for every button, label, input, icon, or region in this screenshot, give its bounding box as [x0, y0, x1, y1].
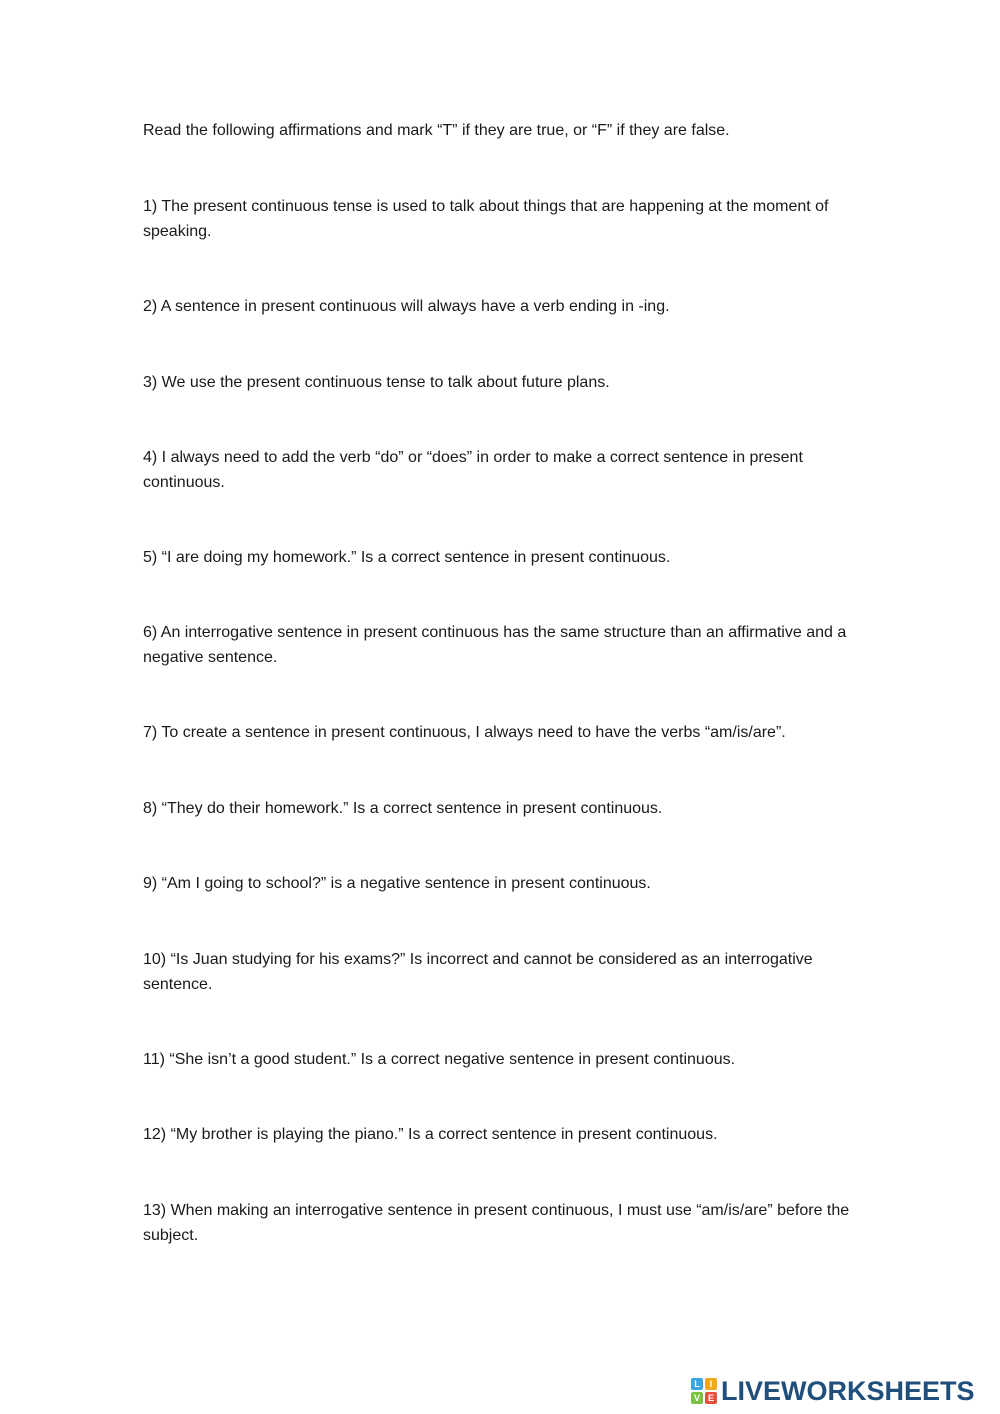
mark-letter-l: L	[691, 1378, 703, 1390]
liveworksheets-mark-icon	[691, 1378, 717, 1404]
statement-2: 2) A sentence in present continuous will always have a verb ending in -ing.	[143, 298, 670, 315]
statement-5: 5) “I are doing my homework.” Is a correct sentence in present continuous.	[143, 549, 671, 566]
statement-4: 4) I always need to add the verb “do” or “does” in order to make a correct sentence in present continuous.	[143, 449, 803, 491]
mark-letter-v: V	[691, 1392, 703, 1404]
statement-6: 6) An interrogative sentence in present continuous has the same structure than an affirmative and a negative sentence.	[143, 624, 847, 666]
statement-7: 7) To create a sentence in present continuous, I always need to have the verbs “am/is/are”.	[143, 724, 786, 741]
statement-12: 12) “My brother is playing the piano.” Is a correct sentence in present continuous.	[143, 1126, 718, 1143]
mark-letter-i: I	[705, 1378, 717, 1390]
liveworksheets-wordmark: LIVEWORKSHEETS	[721, 1376, 975, 1406]
liveworksheets-logo	[691, 1374, 975, 1408]
statement-1: 1) The present continuous tense is used to talk about things that are happening at the moment of speaking.	[143, 198, 829, 240]
statement-13: 13) When making an interrogative sentence in present continuous, I must use “am/is/are” before the subject.	[143, 1202, 850, 1244]
instructions-text: Read the following affirmations and mark “T” if they are true, or “F” if they are false.	[143, 122, 730, 139]
statement-9: 9) “Am I going to school?” is a negative sentence in present continuous.	[143, 875, 651, 892]
statement-3: 3) We use the present continuous tense to talk about future plans.	[143, 374, 610, 391]
statement-11: 11) “She isn’t a good student.” Is a correct negative sentence in present continuous.	[143, 1051, 736, 1068]
mark-letter-e: E	[705, 1392, 717, 1404]
statement-8: 8) “They do their homework.” Is a correct sentence in present continuous.	[143, 800, 663, 817]
statement-10: 10) “Is Juan studying for his exams?” Is incorrect and cannot be considered as an interrogative sentence.	[143, 951, 813, 993]
